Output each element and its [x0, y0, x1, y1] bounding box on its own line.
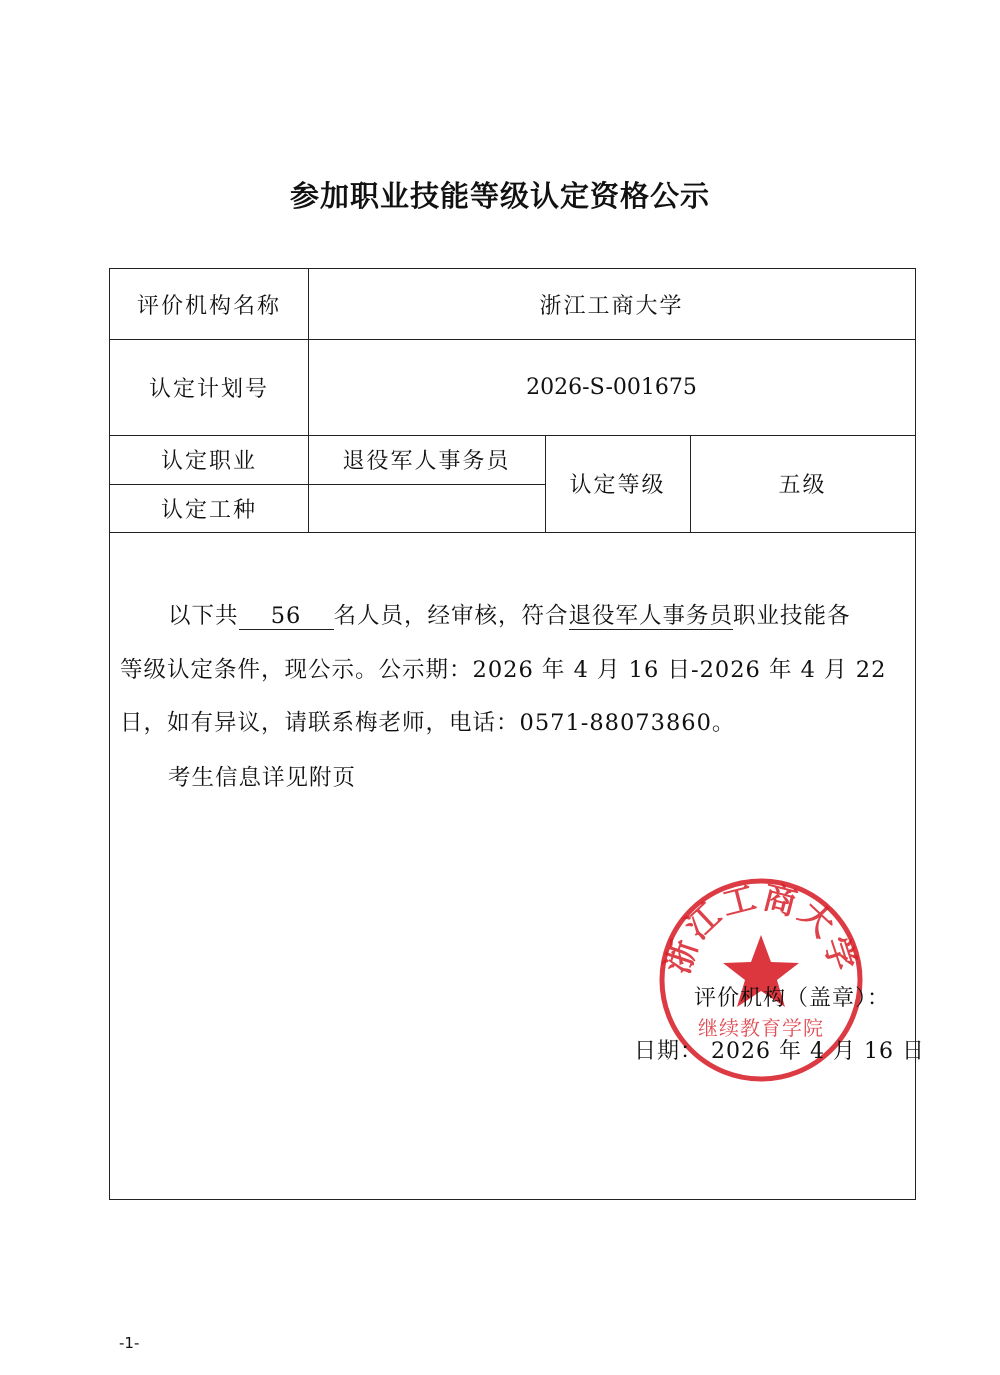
- level-label: 认定等级: [569, 473, 666, 498]
- occupation-label: 认定职业: [160, 449, 257, 474]
- notice-line-1: [168, 598, 851, 630]
- date-line: 日期： 2026 年 4 月 16 日: [634, 1039, 925, 1064]
- appendix-note: 考生信息详见附页: [168, 765, 357, 791]
- count-blank: 56: [239, 603, 334, 630]
- seal-bottom-text: 继续教育学院: [698, 1016, 824, 1040]
- notice-line-2: 等级认定条件，现公示。公示期：2026 年 4 月 16 日-2026 年 4 月 22: [120, 657, 887, 683]
- org-value: 浙江工商大学: [539, 293, 684, 319]
- notice-middle: 名人员，经审核，符合: [333, 603, 569, 629]
- notice-line-3: 日，如有异议，请联系梅老师，电话：0571-88073860。: [120, 710, 736, 736]
- worktype-label: 认定工种: [160, 497, 257, 523]
- plan-value: 2026-S-001675: [526, 374, 697, 400]
- page-number: -1-: [119, 1334, 140, 1352]
- worktype-value: [308, 484, 545, 532]
- plan-label: 认定计划号: [148, 376, 269, 402]
- level-value: 五级: [778, 473, 827, 498]
- notice-suffix: 职业技能各: [733, 603, 851, 629]
- page-title: 参加职业技能等级认定资格公示: [289, 179, 710, 213]
- occupation-underlined: 退役军人事务员: [568, 603, 734, 629]
- org-signature-line: 评价机构（盖章）：: [694, 986, 891, 1011]
- occupation-value: 退役军人事务员: [342, 449, 511, 474]
- notice-prefix: 以下共: [168, 603, 239, 629]
- seal-top-text: 浙江工商大学: [657, 876, 865, 979]
- row-divider-4: [110, 532, 915, 533]
- org-label: 评价机构名称: [136, 293, 281, 319]
